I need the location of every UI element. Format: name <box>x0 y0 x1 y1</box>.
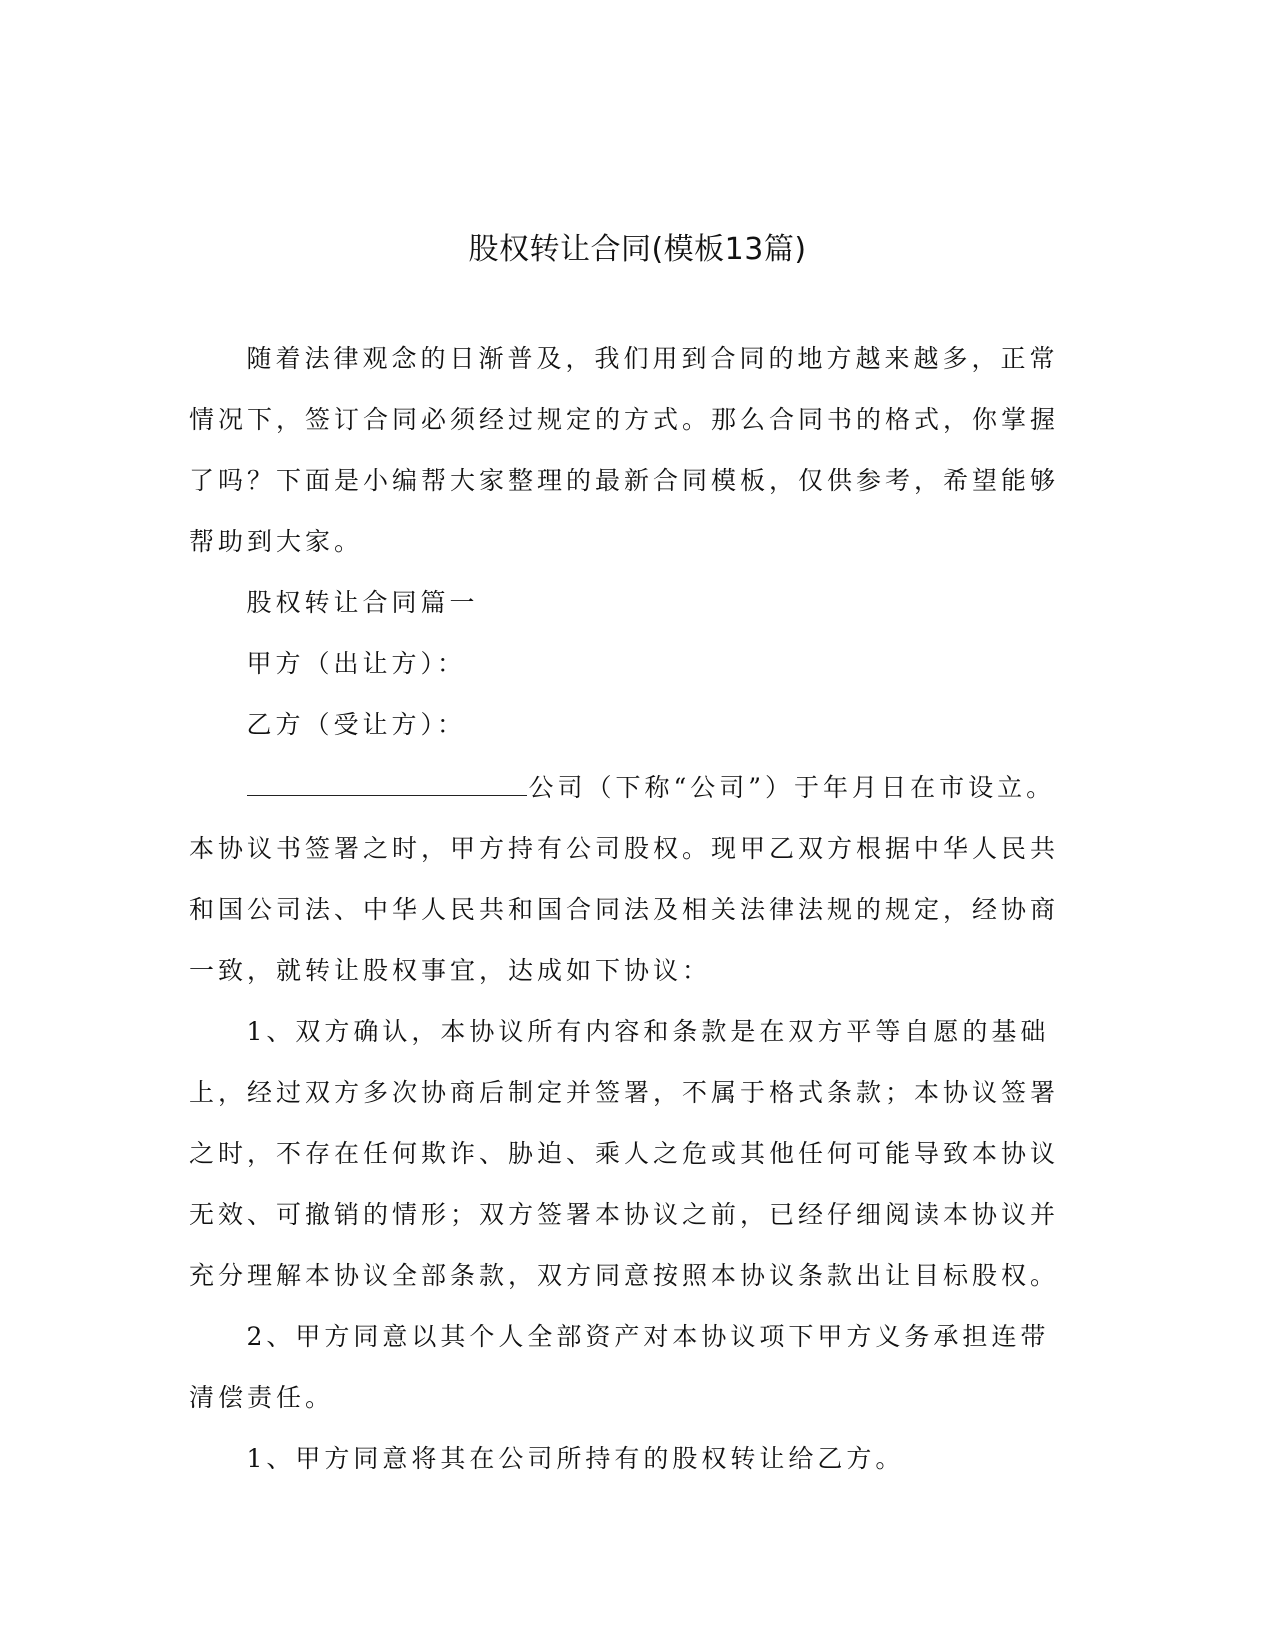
document-body <box>189 328 1064 1489</box>
company-paragraph-text: 公司（下称“公司”）于年月日在市设立。本协议书签署之时，甲方持有公司股权。现甲乙双方根据中华人民共和国公司法、中华人民共和国合同法及相关法律法规的规定，经协商一致，就转让股权事宜，达成如下协议： <box>189 773 1060 985</box>
clause-1-paragraph: 1、双方确认，本协议所有内容和条款是在双方平等自愿的基础上，经过双方多次协商后制定并签署，不属于格式条款；本协议签署之时，不存在任何欺诈、胁迫、乘人之危或其他任何可能导致本协议无效、可撤销的情形；双方签署本协议之前，已经仔细阅读本协议并充分理解本协议全部条款，双方同意按照本协议条款出让目标股权。 <box>189 1017 1060 1290</box>
company-paragraph <box>189 755 1064 1001</box>
section-heading: 股权转让合同篇一 <box>246 588 479 617</box>
party-b-line: 乙方（受让方）： <box>246 710 467 739</box>
document-title: 股权转让合同(模板13篇) <box>468 232 807 268</box>
clause-3-paragraph: 1、甲方同意将其在公司所持有的股权转让给乙方。 <box>246 1444 905 1473</box>
party-a-line: 甲方（出让方）： <box>246 649 467 678</box>
company-name-blank <box>247 755 527 796</box>
intro-paragraph: 随着法律观念的日渐普及，我们用到合同的地方越来越多，正常情况下，签订合同必须经过规定的方式。那么合同书的格式，你掌握了吗？下面是小编帮大家整理的最新合同模板，仅供参考，希望能够帮助到大家。 <box>189 344 1060 556</box>
clause-2-paragraph: 2、甲方同意以其个人全部资产对本协议项下甲方义务承担连带清偿责任。 <box>189 1322 1050 1412</box>
